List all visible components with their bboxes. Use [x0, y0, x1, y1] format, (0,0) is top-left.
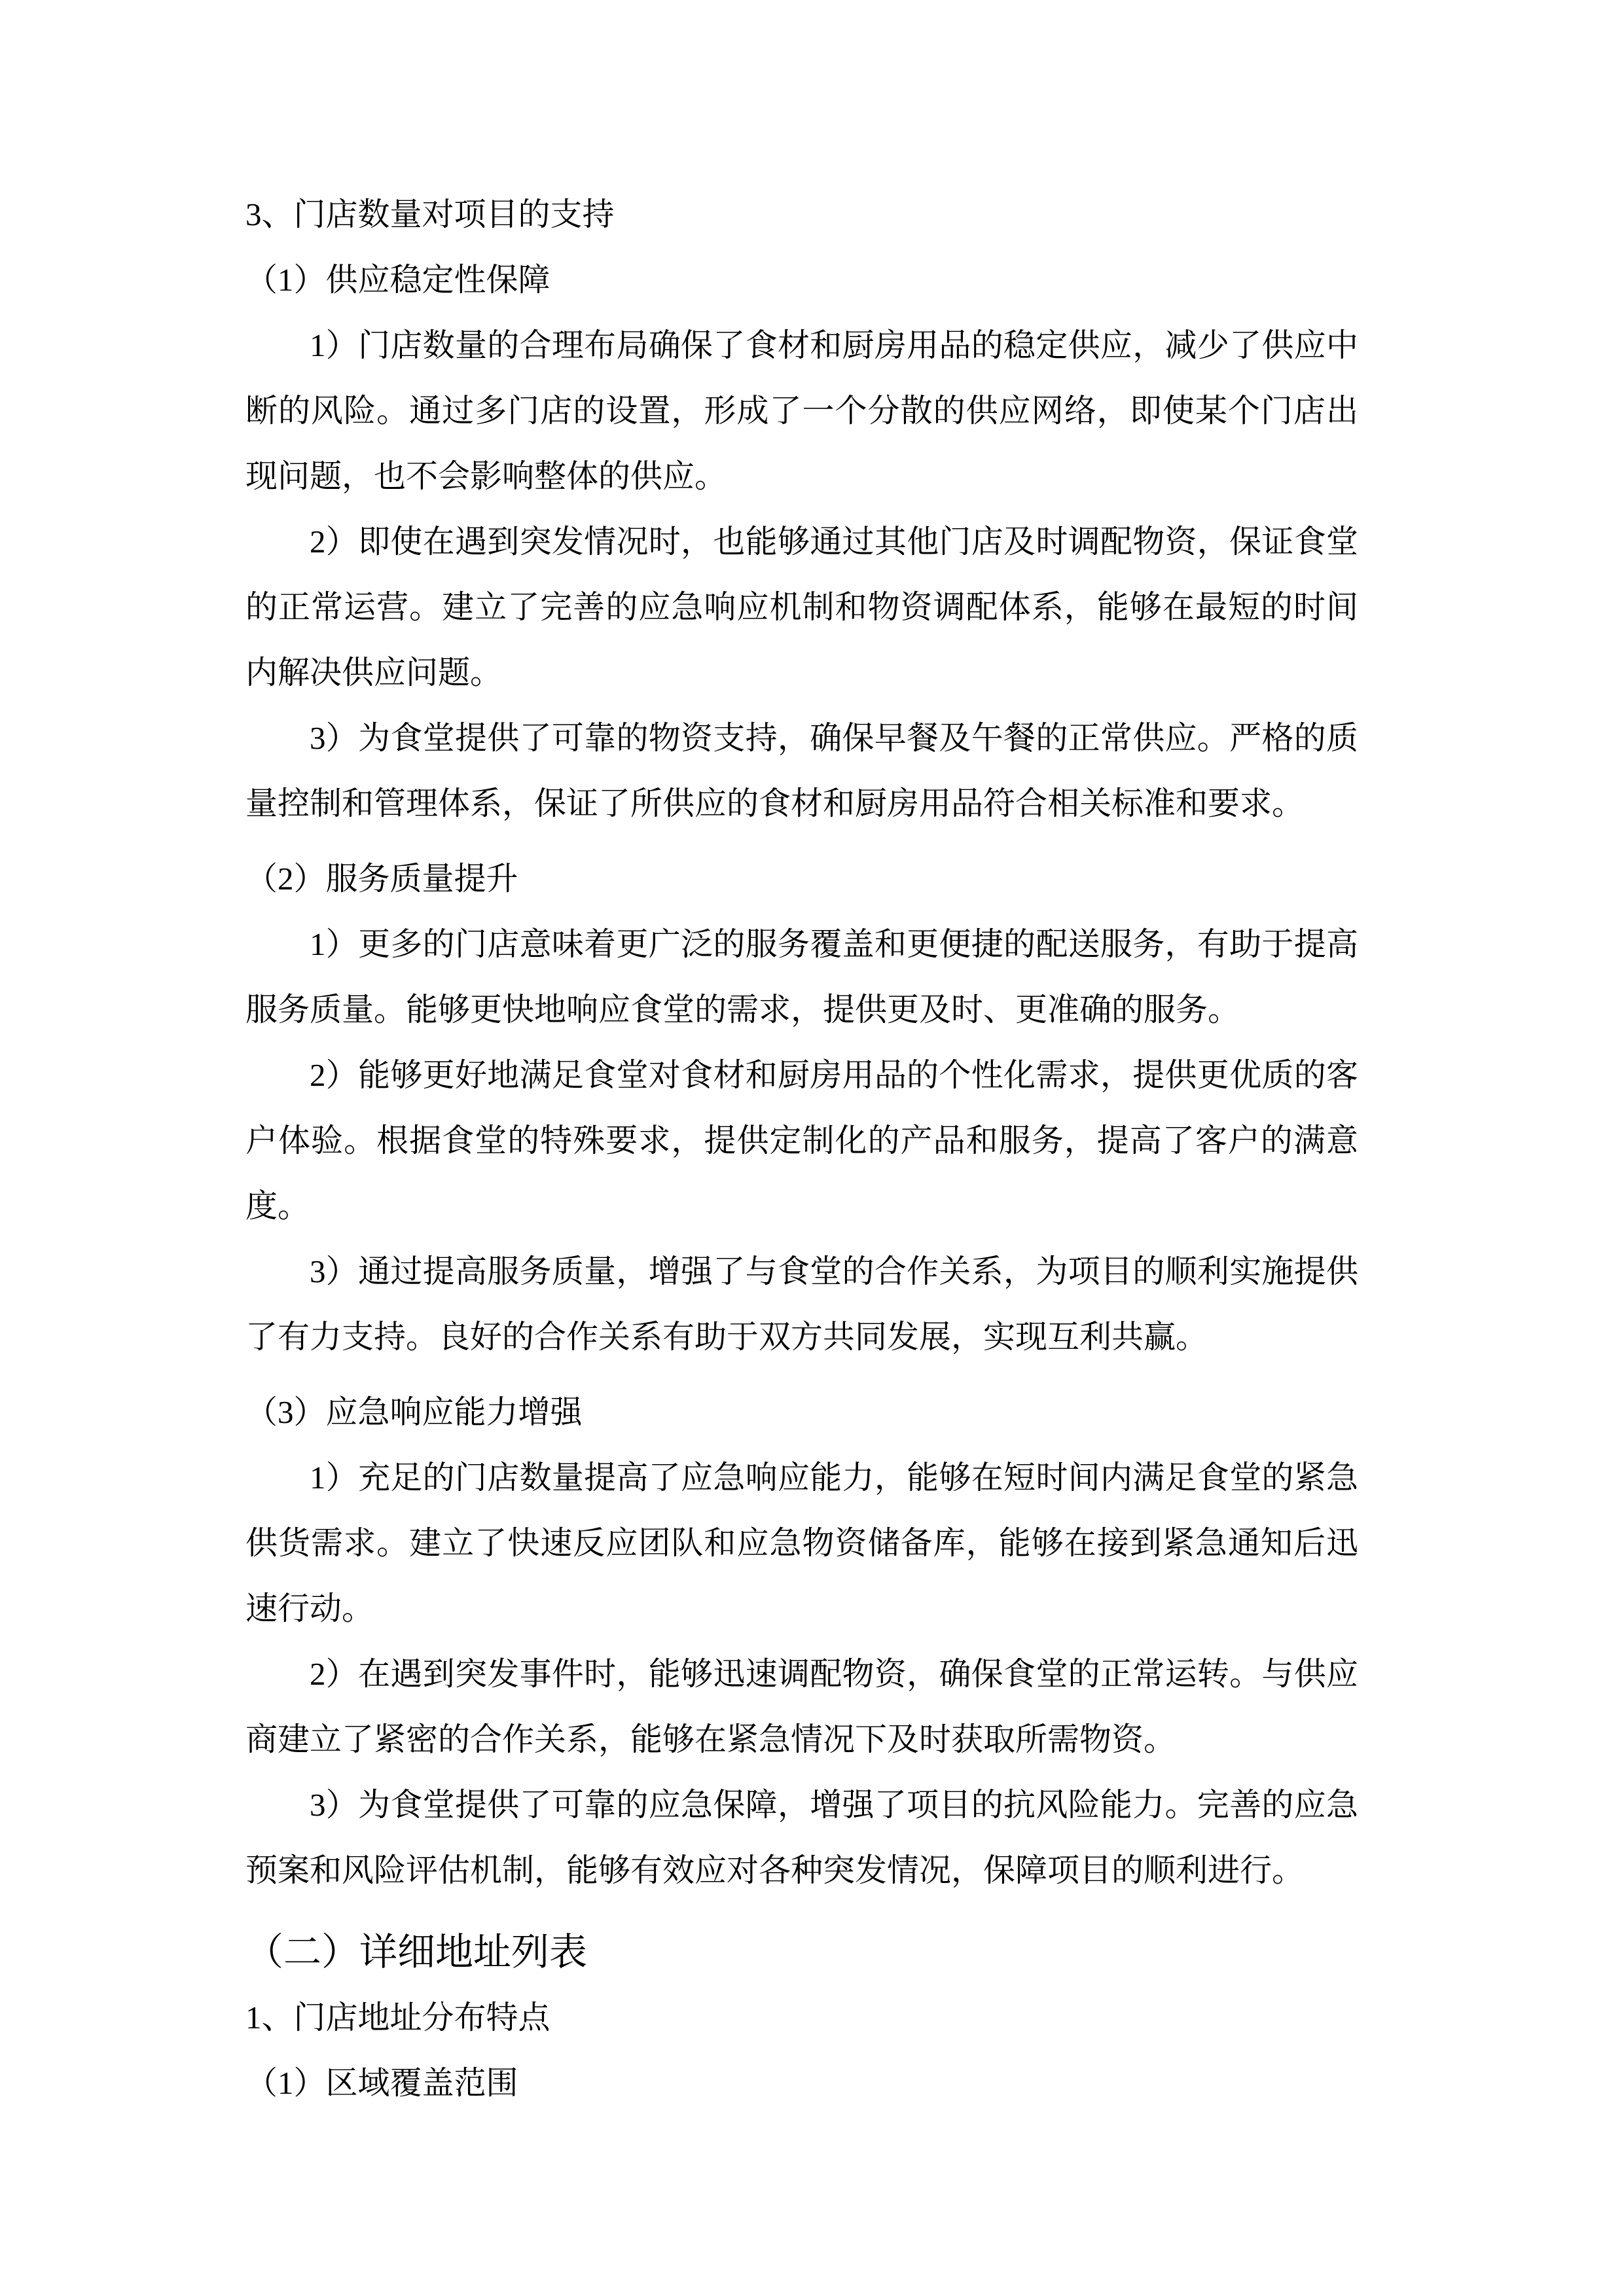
- paragraph-service-quality-2: 2）能够更好地满足食堂对食材和厨房用品的个性化需求，提供更优质的客户体验。根据食堂的特殊要求，提供定制化的产品和服务，提高了客户的满意度。: [245, 1057, 1358, 1224]
- paragraph-emergency-response-2: 2）在遇到突发事件时，能够迅速调配物资，确保食堂的正常运转。与供应商建立了紧密的合作关系，能够在紧急情况下及时获取所需物资。: [245, 1656, 1358, 1757]
- subheading-supply-stability: （1）供应稳定性保障: [245, 262, 550, 298]
- heading-store-quantity-support: 3、门店数量对项目的支持: [245, 196, 615, 232]
- paragraph-service-quality-3: 3）通过提高服务质量，增强了与食堂的合作关系，为项目的顺利实施提供了有力支持。良好的合作关系有助于双方共同发展，实现互利共赢。: [245, 1253, 1358, 1355]
- paragraph-service-quality-1: 1）更多的门店意味着更广泛的服务覆盖和更便捷的配送服务，有助于提高服务质量。能够更快地响应食堂的需求，提供更及时、更准确的服务。: [245, 926, 1358, 1028]
- subheading-region-coverage: （1）区域覆盖范围: [245, 2065, 518, 2101]
- heading-detailed-address-list: （二）详细地址列表: [245, 1931, 588, 1973]
- heading-store-address-distribution: 1、门店地址分布特点: [245, 2000, 550, 2036]
- paragraph-supply-stability-2: 2）即使在遇到突发情况时，也能够通过其他门店及时调配物资，保证食堂的正常运营。建立了完善的应急响应机制和物资调配体系，能够在最短的时间内解决供应问题。: [245, 524, 1358, 691]
- paragraph-emergency-response-1: 1）充足的门店数量提高了应急响应能力，能够在短时间内满足食堂的紧急供货需求。建立了快速反应团队和应急物资储备库，能够在接到紧急通知后迅速行动。: [245, 1460, 1358, 1626]
- paragraph-supply-stability-1: 1）门店数量的合理布局确保了食材和厨房用品的稳定供应，减少了供应中断的风险。通过多门店的设置，形成了一个分散的供应网络，即使某个门店出现问题，也不会影响整体的供应。: [245, 327, 1358, 494]
- paragraph-supply-stability-3: 3）为食堂提供了可靠的物资支持，确保早餐及午餐的正常供应。严格的质量控制和管理体系，保证了所供应的食材和厨房用品符合相关标准和要求。: [245, 720, 1358, 821]
- subheading-service-quality: （2）服务质量提升: [245, 861, 518, 897]
- subheading-emergency-response: （3）应急响应能力增强: [245, 1394, 583, 1430]
- paragraph-emergency-response-3: 3）为食堂提供了可靠的应急保障，增强了项目的抗风险能力。完善的应急预案和风险评估机制，能够有效应对各种突发情况，保障项目的顺利进行。: [245, 1787, 1358, 1888]
